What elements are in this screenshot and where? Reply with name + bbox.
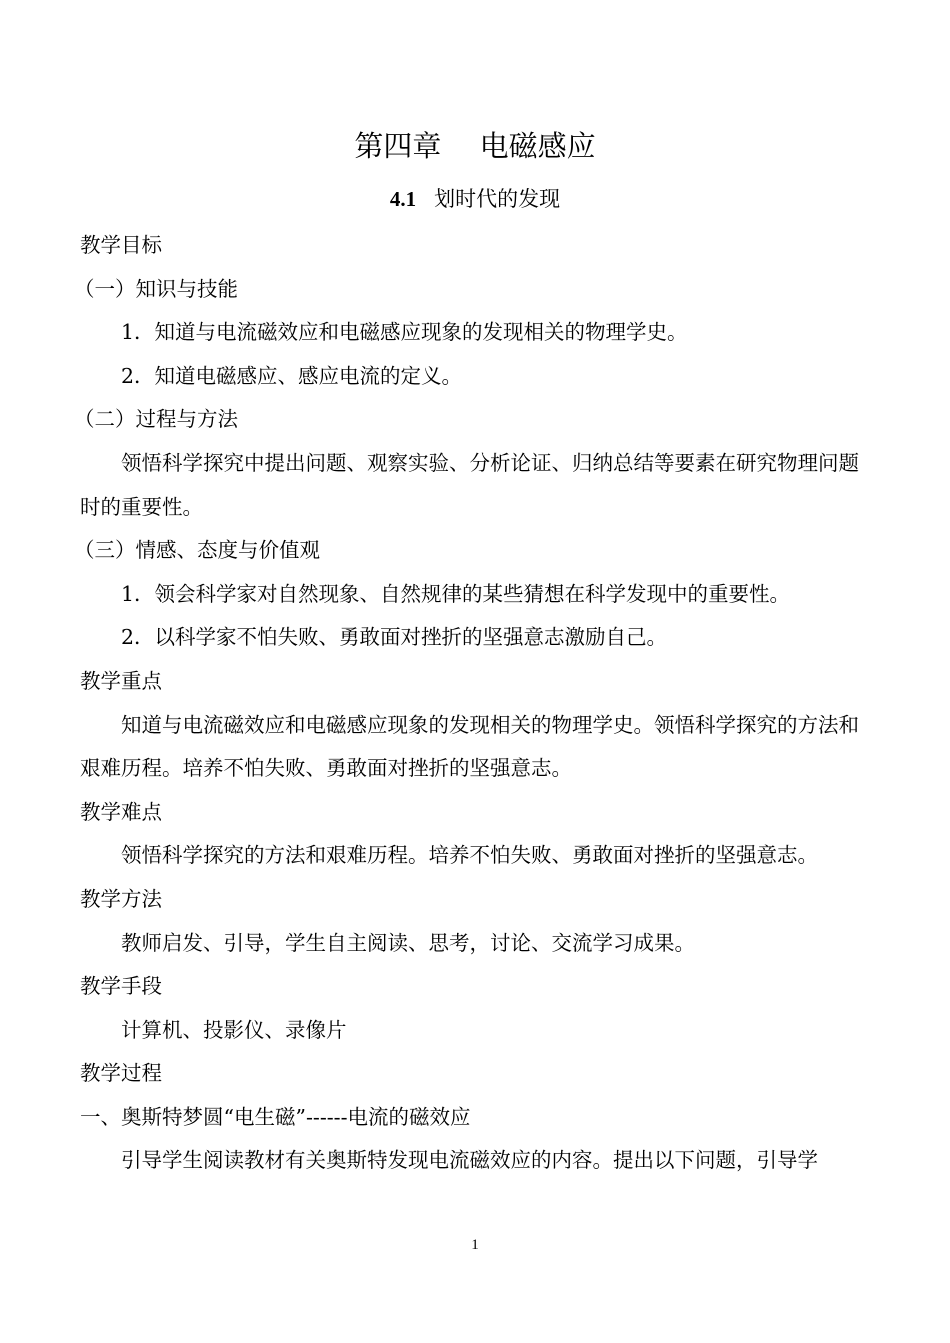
list-item-emotion-2: 2．以科学家不怕失败、勇敢面对挫折的坚强意志激励自己。 (121, 625, 668, 650)
list-item-knowledge-1: 1．知道与电流磁效应和电磁感应现象的发现相关的物理学史。 (121, 320, 688, 345)
section-title-text: 划时代的发现 (434, 187, 561, 211)
heading-procedure-part1: 一、奥斯特梦圆“电生磁”------电流的磁效应 (80, 1104, 471, 1129)
paragraph-key-points: 知道与电流磁效应和电磁感应现象的发现相关的物理学史。领悟科学探究的方法和艰难历程。培养不怕失败、勇敢面对挫折的坚强意志。 (80, 712, 859, 781)
heading-knowledge-skills: （一）知识与技能 (74, 276, 238, 301)
list-item-emotion-1: 1．领会科学家对自然现象、自然规律的某些猜想在科学发现中的重要性。 (121, 581, 791, 606)
paragraph-difficulties: 领悟科学探究的方法和艰难历程。培养不怕失败、勇敢面对挫折的坚强意志。 (121, 843, 818, 868)
paragraph-procedure-part1: 引导学生阅读教材有关奥斯特发现电流磁效应的内容。提出以下问题，引导学 (121, 1148, 818, 1173)
list-item-knowledge-2: 2．知道电磁感应、感应电流的定义。 (121, 363, 463, 388)
heading-process-method: （二）过程与方法 (74, 407, 238, 432)
heading-means: 教学手段 (80, 974, 162, 999)
heading-objectives: 教学目标 (80, 233, 162, 257)
heading-methods: 教学方法 (80, 886, 162, 911)
heading-key-points: 教学重点 (80, 668, 162, 693)
heading-procedure: 教学过程 (80, 1061, 162, 1086)
page-number: 1 (471, 1237, 479, 1253)
chapter-title: 第四章 电磁感应 (354, 129, 596, 163)
section-number: 4.1 (389, 187, 417, 211)
document-body (74, 224, 875, 1183)
heading-emotion-values: （三）情感、态度与价值观 (74, 538, 320, 563)
paragraph-methods: 教师启发、引导，学生自主阅读、思考，讨论、交流学习成果。 (121, 930, 695, 955)
section-title (0, 184, 950, 214)
paragraph-process-method: 领悟科学探究中提出问题、观察实验、分析论证、归纳总结等要素在研究物理问题时的重要性。 (80, 450, 859, 519)
heading-difficulties: 教学难点 (80, 799, 162, 824)
paragraph-means: 计算机、投影仪、录像片 (121, 1017, 347, 1042)
